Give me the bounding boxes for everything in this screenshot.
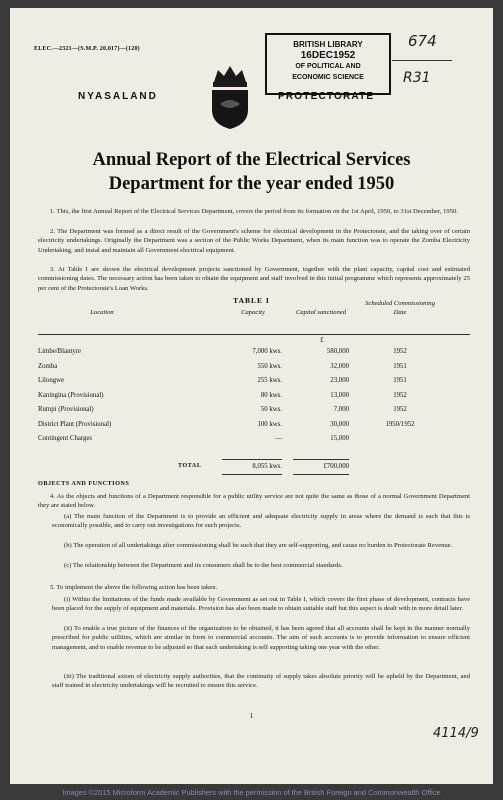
table-cell-capacity: 550 kws.	[257, 362, 282, 370]
table-cell-location: Limbe/Blantyre	[38, 348, 82, 355]
table-cell-date: 1952	[393, 391, 407, 399]
table-caption: TABLE I	[233, 296, 270, 305]
currency-symbol: £	[320, 337, 324, 344]
table-cell-capacity: 50 kws.	[260, 406, 282, 413]
reference-code: ELEC.—2321—(S.M.P. 20,017)—(120)	[34, 46, 140, 52]
paragraph-5-i: (i) Within the limitations of the funds made available by Government as set out in Table I, which covers the first phase of development, contracts have been placed for the supply of equipment and materials. Provision has also been made to obtain suitable staff but this aspect is dealt with in more detail later.	[52, 596, 470, 613]
table-cell-capital: 580,000	[326, 348, 349, 355]
table-cell-date: 1951	[393, 362, 407, 370]
table-top-rule	[38, 334, 470, 335]
paragraph-5: 5. To implement the above the following action has been taken.	[50, 584, 218, 591]
table-cell-location: Lilongwe	[38, 377, 65, 384]
header-right-word: PROTECTORATE	[278, 91, 375, 102]
table-cell-date: 1952	[393, 348, 407, 355]
header-scheduled-date: Scheduled Commissioning Date	[365, 300, 435, 316]
header-left-word: NYASALAND	[78, 91, 158, 102]
capital-double-rule	[293, 474, 349, 475]
header-capital: Capital sanctioned	[295, 309, 346, 316]
paragraph-2: 2. The Department was formed as a direct result of the Government's scheme for electrical development in the Protectorate, and the taking over of certain electricity undertakings. Originally the Department was a section of the Public Works Department, when its main function was to operate the Zomba Electricity Undertaking, and instal and maintain all Government electrical equipment.	[38, 228, 470, 254]
header-location: Location	[90, 309, 114, 316]
table-cell-location: Rumpi (Provisional)	[38, 406, 94, 413]
table-cell-capacity: 255 kws.	[257, 377, 282, 384]
library-stamp	[265, 33, 391, 95]
total-capital: £700,000	[323, 463, 349, 470]
stamp-date: 16DEC1952	[300, 50, 356, 61]
table-cell-date: 1951	[393, 377, 407, 384]
paragraph-4b: (b) The operation of all undertakings after commissioning shall be such that they are self-supporting, and cause no burden to Protectorate Revenue.	[64, 542, 453, 549]
paragraph-5-ii: (ii) To enable a true picture of the finances of the organization to be obtained, it has been agreed that all accounts shall be kept in the manner normally prescribed for public utilities, which are similar in form to commercial accounts. The aim of such accounts is to provide information to ensure efficient management, and to enable revenue to be adjusted so that each undertaking is self supporting taking one year with the other.	[52, 625, 470, 651]
page-number: 1	[249, 712, 254, 720]
table-cell-location: Zomba	[38, 362, 58, 370]
paragraph-3: 3. At Table I are shown the electrical development projects sanctioned by Government, together with the plant capacity, capital cost and estimated commissioning dates. The necessary action has been taken to obtain the equipment and staff involved in this initial programme which represents approximately 25 per cent of the Protectorate's Loan Works.	[38, 266, 470, 292]
table-cell-capacity: 100 kws.	[257, 420, 282, 428]
handwritten-file-number: 4114/9	[433, 726, 479, 741]
header-capacity: Capacity	[241, 309, 265, 316]
table-cell-date: 1950/1952	[385, 420, 415, 428]
total-capacity: 8,055 kws.	[252, 463, 282, 470]
report-title-line-1: Annual Report of the Electrical Services	[92, 150, 411, 170]
table-cell-location: Contingent Charges	[38, 435, 93, 442]
paragraph-5-iii: (iii) The traditional axiom of electricity supply authorities, that the continuity of supply takes absolute priority will be upheld by the Department, and staff trained in electricity undertakings will be recruited to ensure this service.	[52, 673, 470, 690]
table-cell-capital: 32,000	[330, 362, 349, 370]
stamp-line-4: ECONOMIC SCIENCE	[292, 74, 364, 81]
section-heading: OBJECTS AND FUNCTIONS	[38, 480, 130, 487]
table-cell-capital: 30,000	[330, 420, 349, 428]
table-cell-location: District Plant (Provisional)	[38, 420, 112, 428]
table-cell-capacity: —	[275, 435, 282, 442]
capacity-total-rule	[222, 459, 282, 460]
paragraph-4: 4. As the objects and functions of a Department responsible for a public utility service are not quite the same as those of a normal Government Department they are stated below.	[38, 493, 470, 510]
total-label: TOTAL	[178, 463, 202, 469]
copyright-credit: Images ©2015 Microform Academic Publishers with the permission of the British Foreign and Commonwealth Office	[62, 788, 441, 797]
table-cell-location: Kaningina (Provisional)	[38, 391, 104, 399]
crest-emblem-icon	[200, 60, 260, 130]
table-cell-capital: 13,000	[330, 391, 349, 399]
table-cell-date: 1952	[393, 406, 407, 413]
handwritten-number: 674	[408, 32, 437, 50]
table-cell-capital: 23,000	[330, 377, 349, 384]
handwritten-underline	[392, 60, 452, 61]
document-page	[10, 8, 493, 784]
stamp-line-3: OF POLITICAL AND	[295, 63, 361, 70]
table-cell-capital: 15,000	[330, 435, 349, 442]
report-title-line-2: Department for the year ended 1950	[108, 174, 395, 194]
capacity-double-rule	[222, 474, 282, 475]
paragraph-4c: (c) The relationship between the Department and its consumers shall be to the best commercial standards.	[64, 562, 343, 569]
paragraph-4a: (a) The main function of the Department is to provide an efficient and adequate electricity supply in areas where the demand is such that this is economically possible, and to carry out investigations for such projects.	[52, 513, 470, 530]
paragraph-1: 1. This, the first Annual Report of the Electrical Services Department, covers the period from its formation on the 1st April, 1950, to 31st December, 1950.	[50, 208, 458, 215]
table-cell-capacity: 80 kws.	[260, 391, 282, 399]
table-cell-capital: 7,000	[333, 406, 349, 413]
stamp-line-1: BRITISH LIBRARY	[293, 40, 363, 49]
handwritten-reference: R31	[403, 70, 431, 86]
table-cell-capacity: 7,000 kws.	[252, 348, 282, 355]
capital-total-rule	[293, 459, 349, 460]
